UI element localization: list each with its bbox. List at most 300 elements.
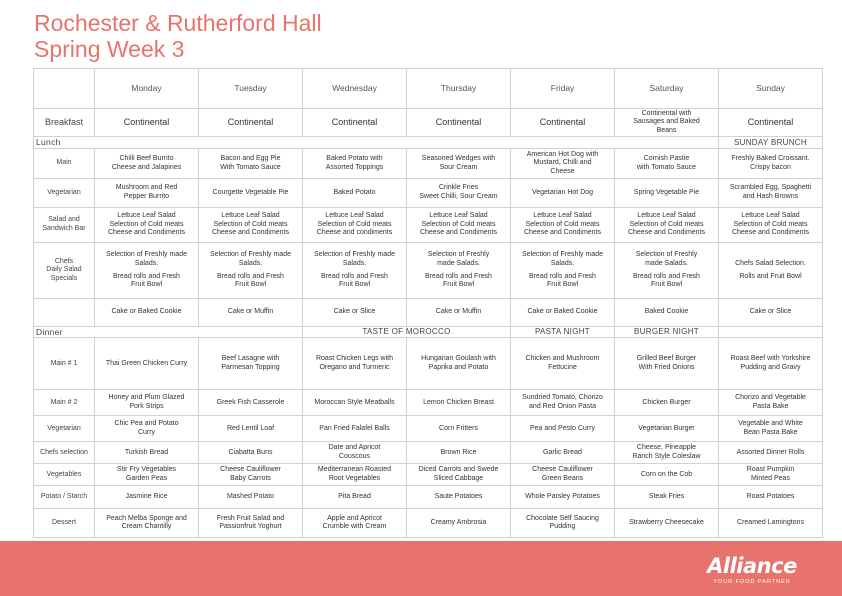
cell-line: Pork Strips	[129, 402, 164, 410]
cell-line: Ranch Style Coleslaw	[632, 452, 701, 460]
cell-line: Fruit Bowl	[650, 281, 683, 289]
menu-cell	[511, 149, 615, 179]
cell-line: With Tomato Sauce	[220, 163, 281, 171]
theme-night-label: TASTE OF MOROCCO	[303, 327, 511, 338]
cell-line: Jasmine Rice	[125, 493, 168, 501]
cell-line: Selection of Cold meats	[629, 220, 704, 228]
menu-cell	[511, 208, 615, 243]
cell-line: Sausages and Baked	[633, 118, 700, 126]
footer-band	[0, 541, 842, 596]
cell-line: Cheese and Condiments	[211, 229, 290, 237]
menu-title	[34, 10, 322, 62]
cell-line: Rolls and Fruit Bowl	[739, 272, 802, 280]
dinner-dessert-row	[34, 509, 823, 538]
cell-line: Lettuce Leaf Salad	[637, 212, 696, 220]
cell-line: Vegetarian Burger	[638, 424, 695, 432]
cell-line: Stir Fry Vegetables	[116, 466, 177, 474]
cell-line: Lettuce Leaf Salad	[117, 212, 176, 220]
breakfast-row	[34, 109, 823, 137]
menu-cell	[407, 338, 511, 390]
cell-line: Chicken and Mushroom	[525, 355, 600, 363]
menu-cell	[615, 416, 719, 442]
title-line-1: Rochester & Rutherford Hall	[34, 10, 322, 36]
menu-cell	[615, 464, 719, 486]
menu-cell	[95, 338, 199, 390]
cell-line: Selection of Cold meats	[213, 220, 288, 228]
row-label: Main # 2	[34, 390, 95, 416]
cell-line: Sliced Cabbage	[433, 474, 484, 482]
menu-cell	[407, 243, 511, 299]
row-label: Main	[34, 149, 95, 179]
menu-cell	[511, 109, 615, 137]
cell-line: and Hash Browns	[742, 193, 799, 200]
section-label: Lunch	[34, 137, 719, 149]
menu-cell	[719, 243, 823, 299]
cell-line: Sundried Tomato, Chorizo	[522, 394, 603, 402]
menu-cell	[199, 390, 303, 416]
cell-line: Oregano and Turmeric	[319, 363, 390, 371]
menu-cell	[511, 338, 615, 390]
menu-cell	[719, 208, 823, 243]
cell-line: Cheese and Condiments	[523, 229, 602, 237]
cell-line: Crispy bacon	[750, 163, 791, 171]
menu-cell	[303, 208, 407, 243]
cell-line: Salad and	[48, 216, 80, 224]
cell-line: Pita Bread	[338, 493, 371, 501]
menu-cell	[407, 442, 511, 464]
cell-line: Date and Apricot	[328, 444, 381, 452]
cell-line: Lettuce Leaf Salad	[325, 212, 384, 220]
dinner-section-row	[34, 327, 823, 338]
cell-line: Couscous	[338, 452, 371, 460]
menu-cell	[407, 390, 511, 416]
cell-line: Salads.	[238, 259, 263, 267]
cell-line: Chefs Salad Selection.	[735, 259, 806, 267]
cell-line: Lettuce Leaf Salad	[533, 212, 592, 220]
menu-cell	[719, 390, 823, 416]
cell-line: Continental	[123, 117, 170, 128]
dinner-chefs-selection-row	[34, 442, 823, 464]
cell-line: Specials	[50, 274, 78, 282]
menu-cell	[303, 416, 407, 442]
cell-line: Pudding and Gravy	[740, 363, 801, 371]
sunday-brunch-label: SUNDAY BRUNCH	[719, 137, 823, 149]
menu-cell	[303, 486, 407, 509]
cell-line: Spring Vegetable Pie	[633, 188, 700, 196]
day-header: Saturday	[615, 69, 719, 109]
cell-line: Selection of Cold meats	[525, 220, 600, 228]
menu-cell	[199, 486, 303, 509]
menu-cell	[199, 243, 303, 299]
row-label: Potato / Starch	[34, 486, 95, 509]
cell-line: Continental	[539, 117, 586, 128]
menu-cell	[407, 299, 511, 327]
cell-line: Red Lentil Loaf	[226, 424, 275, 432]
alliance-logo	[706, 555, 798, 586]
cell-line: Cream Chantilly	[121, 523, 172, 531]
menu-cell	[303, 338, 407, 390]
cell-line: Fruit Bowl	[442, 281, 475, 289]
corner-cell	[34, 69, 95, 109]
day-header: Wednesday	[303, 69, 407, 109]
cell-line: Steak Fries	[648, 493, 685, 501]
menu-cell	[407, 208, 511, 243]
menu-cell	[303, 390, 407, 416]
menu-cell	[511, 179, 615, 208]
cell-line: Green Beans	[541, 474, 584, 482]
cell-line: Corn on the Cob	[640, 470, 693, 478]
cell-line: Mediterranean Roasted	[317, 466, 392, 474]
dinner-main-1-row	[34, 338, 823, 390]
cell-line: Baby Carrots	[230, 474, 271, 482]
menu-cell	[407, 109, 511, 137]
lunch-salad-bar-row	[34, 208, 823, 243]
cell-line: American Hot Dog with	[526, 150, 599, 158]
cell-line: Fruit Bowl	[338, 281, 371, 289]
dinner-vegetarian-row	[34, 416, 823, 442]
cell-line: Garden Peas	[125, 474, 168, 482]
row-label	[34, 299, 95, 327]
cell-line: Root Vegetables	[328, 474, 381, 482]
menu-cell	[511, 416, 615, 442]
cell-line: Lettuce Leaf Salad	[429, 212, 488, 220]
dinner-potato-starch-row	[34, 486, 823, 509]
menu-cell	[719, 299, 823, 327]
cell-line: Cheese and Condiments	[419, 229, 498, 237]
cell-line: Beans	[656, 126, 677, 134]
dinner-main-2-row	[34, 390, 823, 416]
menu-cell	[719, 464, 823, 486]
cell-line: Cake or Muffin	[435, 308, 482, 316]
cell-line: Selection of Freshly	[427, 251, 490, 259]
cell-line: Selection of Cold meats	[421, 220, 496, 228]
cell-line: Lemon Chicken Breast	[423, 398, 494, 406]
cell-line: Vegetarian Hot Dog	[531, 188, 594, 196]
cell-line: Bread rolls and Fresh	[425, 272, 492, 280]
cell-line: Thai Green Chicken Curry	[105, 359, 188, 367]
cell-line: Fruit Bowl	[130, 281, 163, 289]
day-header: Monday	[95, 69, 199, 109]
menu-cell	[303, 299, 407, 327]
cell-line: Minted Peas	[751, 474, 790, 482]
cell-line: Cheese and Condiments	[731, 229, 810, 237]
cell-line: made Salads.	[437, 259, 480, 267]
lunch-section-row	[34, 137, 823, 149]
menu-cell	[199, 149, 303, 179]
cell-line: Continental	[331, 117, 378, 128]
cell-line: Baked Potato with	[326, 154, 383, 162]
cell-line: Turkish Bread	[124, 448, 169, 456]
cell-line: Salads.	[134, 259, 159, 267]
row-label: Vegetarian	[34, 416, 95, 442]
cell-line: Cheese and Condiments	[107, 229, 186, 237]
cell-line: Cheese and condiments	[316, 229, 393, 237]
cell-line: Chic Pea and Potato	[114, 420, 179, 428]
cell-line: Daily Salad	[46, 266, 82, 274]
menu-cell	[719, 509, 823, 538]
cell-line: Chefs	[54, 257, 74, 265]
cell-line: Selection of Freshly made	[106, 251, 187, 259]
menu-cell	[511, 509, 615, 538]
cell-line: Fettucine	[548, 363, 577, 371]
logo-tagline: YOUR FOOD PARTNER	[713, 579, 791, 585]
menu-cell	[615, 390, 719, 416]
cell-line: Roast Potatoes	[746, 493, 795, 501]
menu-cell	[511, 390, 615, 416]
menu-cell	[95, 486, 199, 509]
menu-cell	[199, 109, 303, 137]
cell-line: Cake or Slice	[333, 308, 376, 316]
cell-line: Cake or Muffin	[227, 308, 274, 316]
cell-line: Continental	[747, 117, 794, 128]
cell-line: Bread rolls and Fresh	[529, 272, 596, 280]
menu-cell	[95, 109, 199, 137]
theme-night-label: PASTA NIGHT	[511, 327, 615, 338]
menu-cell	[303, 442, 407, 464]
section-label: Dinner	[34, 327, 303, 338]
menu-cell	[615, 509, 719, 538]
cell-line: with Tomato Sauce	[636, 163, 696, 171]
title-line-2: Spring Week 3	[34, 36, 185, 62]
day-header-row	[34, 69, 823, 109]
cell-line: Lettuce Leaf Salad	[741, 212, 800, 220]
day-header: Tuesday	[199, 69, 303, 109]
menu-cell	[199, 208, 303, 243]
cell-line: Bread rolls and Fresh	[217, 272, 284, 280]
cell-line: Scrambled Egg, Spaghetti	[729, 184, 812, 192]
day-header: Thursday	[407, 69, 511, 109]
menu-cell	[95, 416, 199, 442]
cell-line: Crumble with Cream	[322, 523, 387, 531]
cell-line: Bread rolls and Fresh	[321, 272, 388, 280]
menu-cell	[615, 179, 719, 208]
theme-night-label	[719, 327, 823, 338]
cell-line: Fruit Bowl	[234, 281, 267, 289]
cell-line: Selection of Cold meats	[109, 220, 184, 228]
cell-line: Peach Melba Sponge and	[106, 514, 187, 522]
cell-line: Seasoned Wedges with	[421, 154, 496, 162]
cell-line: Freshly Baked Croissant.	[731, 154, 810, 162]
menu-cell	[199, 179, 303, 208]
menu-cell	[719, 338, 823, 390]
menu-cell	[615, 338, 719, 390]
cell-line: Sweet Chilli, Sour Cream	[419, 193, 498, 200]
cell-line: Selection of Freshly made	[522, 251, 603, 259]
menu-cell	[199, 338, 303, 390]
menu-cell	[615, 243, 719, 299]
menu-cell	[95, 299, 199, 327]
menu-cell	[615, 486, 719, 509]
cell-line: Sandwich Bar	[42, 225, 86, 232]
menu-cell	[511, 243, 615, 299]
cell-line: Fruit Bowl	[546, 281, 579, 289]
lunch-vegetarian-row	[34, 179, 823, 208]
cell-line: Bacon and Egg Pie	[220, 154, 281, 162]
cell-line: Grilled Beef Burger	[636, 355, 697, 363]
cell-line: Pea and Pesto Curry	[530, 424, 595, 432]
cell-line: Cheese and Condiments	[627, 229, 706, 237]
logo-wordmark: Alliance	[707, 554, 797, 578]
menu-cell	[719, 486, 823, 509]
cell-line: Greek Fish Casserole	[216, 398, 285, 406]
cell-line: Apple and Apricot	[327, 514, 382, 522]
cell-line: Cake or Baked Cookie	[527, 308, 598, 316]
menu-cell	[95, 149, 199, 179]
cell-line: Roast Chicken Legs with	[315, 355, 394, 363]
menu-cell	[407, 464, 511, 486]
cell-line: Chilli Beef Burrito	[119, 154, 174, 162]
cell-line: Continental	[227, 117, 274, 128]
cell-line: Assorted Dinner Rolls	[736, 448, 805, 456]
menu-cell	[407, 486, 511, 509]
cell-line: Assorted Toppings	[325, 163, 384, 171]
cell-line: Pasta Bake	[752, 402, 789, 410]
row-label: Main # 1	[34, 338, 95, 390]
cell-line: Continental with	[641, 109, 692, 117]
menu-cell	[303, 109, 407, 137]
cell-line: Cake or Baked Cookie	[111, 308, 182, 316]
menu-cell	[407, 509, 511, 538]
cell-line: Passionfruit Yoghurt	[219, 523, 282, 531]
cell-line: Chocolate Self Saucing	[526, 514, 599, 522]
menu-cell	[199, 299, 303, 327]
cell-line: Selection of Cold meats	[733, 220, 808, 228]
cell-line: Diced Carrots and Swede	[418, 466, 499, 474]
cell-line: made Salads.	[645, 259, 688, 267]
menu-cell	[511, 299, 615, 327]
cell-line: Sour Cream	[439, 163, 478, 171]
weekly-menu-table	[33, 68, 823, 538]
cell-line: Mushroom and Red	[115, 184, 178, 192]
lunch-main-row	[34, 149, 823, 179]
menu-cell	[719, 109, 823, 137]
cell-line: Whole Parsley Potatoes	[525, 493, 600, 501]
menu-cell	[407, 149, 511, 179]
cell-line: Bean Pasta Bake	[743, 428, 798, 436]
cell-line: Fresh Fruit Salad and	[216, 514, 285, 522]
menu-cell	[199, 464, 303, 486]
menu-cell	[303, 509, 407, 538]
cell-line: Roast Beef with Yorkshire	[730, 355, 811, 363]
menu-cell	[719, 179, 823, 208]
cell-line: Pan Fried Falafel Balls	[319, 424, 390, 432]
menu-cell	[615, 299, 719, 327]
cell-line: Brown Rice	[440, 448, 477, 456]
cell-line: Saute Potatoes	[434, 493, 483, 501]
menu-cell	[303, 464, 407, 486]
cell-line: Moroccan Style Meatballs	[314, 398, 395, 406]
menu-cell	[95, 442, 199, 464]
menu-cell	[407, 179, 511, 208]
menu-cell	[95, 243, 199, 299]
cell-line: Mashed Potato	[226, 493, 275, 501]
menu-cell	[719, 442, 823, 464]
day-header: Sunday	[719, 69, 823, 109]
cell-line: Paprika and Potato	[428, 363, 489, 371]
cell-line: Hungarian Goulash with	[421, 355, 496, 363]
cell-line: Salads.	[342, 259, 367, 267]
row-label: Vegetables	[34, 464, 95, 486]
cell-line: Garlic Bread	[543, 448, 582, 456]
cell-line: Corn Fritters	[439, 424, 478, 432]
cell-line: Ciabatta Buns	[228, 448, 273, 456]
cell-line: Lettuce Leaf Salad	[221, 212, 280, 220]
cell-line: and Red Onion Pasta	[529, 402, 596, 410]
cell-line: Chicken Burger	[642, 398, 691, 406]
cell-line: Beef Lasagne with	[221, 355, 280, 363]
lunch-dessert-row	[34, 299, 823, 327]
theme-night-label: BURGER NIGHT	[615, 327, 719, 338]
cell-line: Courgette Vegetable Pie	[212, 188, 289, 196]
menu-cell	[95, 179, 199, 208]
cell-line: Baked Cookie	[644, 308, 689, 316]
cell-line: Selection of Freshly	[635, 251, 698, 259]
menu-cell	[615, 149, 719, 179]
menu-cell	[511, 486, 615, 509]
menu-cell	[719, 149, 823, 179]
menu-cell	[719, 416, 823, 442]
cell-line: Cheese Cauliflower	[532, 466, 593, 474]
cell-line: Cheese Cauliflower	[220, 466, 281, 474]
cell-line: Cheese	[550, 167, 575, 175]
menu-cell	[303, 149, 407, 179]
cell-line: Roast Pumpkin	[746, 466, 795, 474]
menu-cell	[95, 208, 199, 243]
menu-cell	[615, 442, 719, 464]
menu-cell	[303, 179, 407, 208]
cell-line: Chorizo and Vegetable	[735, 394, 806, 402]
cell-line: Cornish Pastie	[643, 154, 690, 162]
cell-line: Baked Potato	[333, 188, 376, 196]
cell-line: Honey and Plum Glazed	[108, 394, 185, 402]
menu-cell	[95, 509, 199, 538]
cell-line: Creamy Ambrosia	[430, 519, 487, 527]
menu-cell	[199, 416, 303, 442]
cell-line: Creamed Lamingtons	[737, 519, 804, 527]
cell-line: Pepper Burrito	[123, 193, 170, 200]
cell-line: Crinkle Fries	[438, 184, 479, 192]
menu-cell	[199, 442, 303, 464]
cell-line: Cheese and Jalapines	[111, 163, 182, 171]
cell-line: Bread rolls and Fresh	[113, 272, 180, 280]
cell-line: Parmesan Topping	[221, 363, 280, 371]
menu-cell	[615, 208, 719, 243]
cell-line: Mustard, Chilli and	[533, 159, 592, 167]
cell-line: Vegetable and White	[738, 420, 803, 428]
menu-cell	[95, 464, 199, 486]
row-label: Chefs selection	[34, 442, 95, 464]
cell-line: Selection of Freshly made	[210, 251, 291, 259]
menu-cell	[95, 390, 199, 416]
cell-line: Curry	[137, 428, 156, 436]
cell-line: Cake or Slice	[749, 308, 792, 316]
row-label: Dessert	[34, 509, 95, 538]
cell-line: Pudding	[549, 523, 576, 531]
row-label	[34, 243, 95, 299]
row-label: Breakfast	[34, 109, 95, 137]
lunch-salad-specials-row	[34, 243, 823, 299]
cell-line: Selection of Cold meats	[317, 220, 392, 228]
menu-cell	[511, 442, 615, 464]
menu-cell	[303, 243, 407, 299]
cell-line: Continental	[435, 117, 482, 128]
cell-line: With Fried Onions	[638, 363, 695, 371]
menu-cell	[199, 509, 303, 538]
menu-cell	[407, 416, 511, 442]
day-header: Friday	[511, 69, 615, 109]
cell-line: Strawberry Cheesecake	[629, 519, 704, 527]
row-label	[34, 208, 95, 243]
